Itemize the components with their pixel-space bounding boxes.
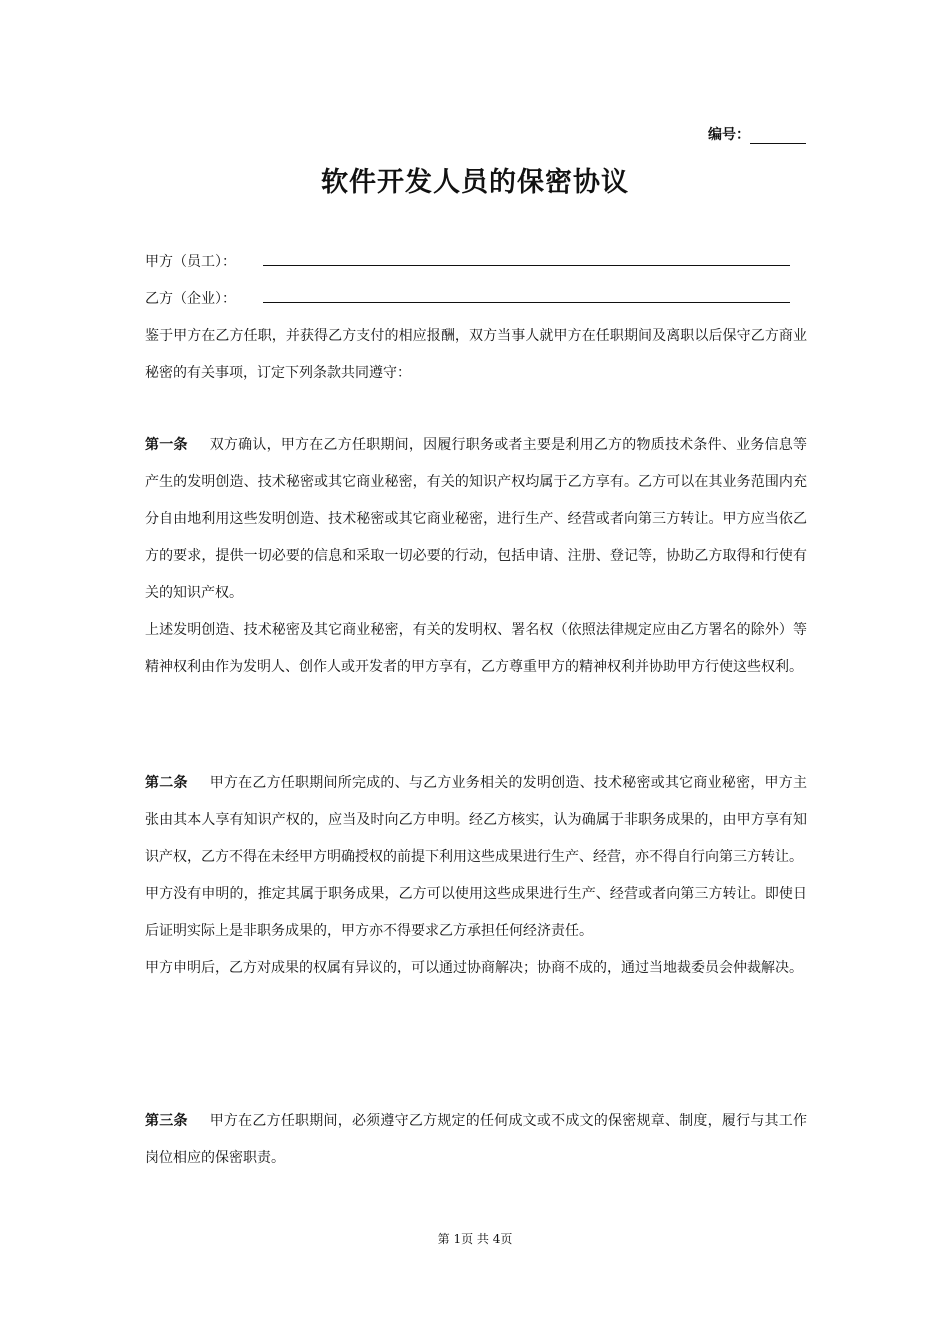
article-1-text-1: 双方确认，甲方在乙方任职期间，因履行职务或者主要是利用乙方的物质技术条件、业务信息等产生的发明创造、技术秘密或其它商业秘密，有关的知识产权均属于乙方享有。乙方可以在其业务范围内充分自由地利用这些发明创造、技术秘密或其它商业秘密，进行生产、经营或者向第三方转让。甲方应当依乙方的要求，提供一切必要的信息和采取一切必要的行动，包括申请、注册、登记等，协助乙方取得和行使有关的知识产权。: [145, 437, 808, 601]
article-3: [145, 1103, 807, 1177]
article-1-paragraph-2: 上述发明创造、技术秘密及其它商业秘密，有关的发明权、署名权（依照法律规定应由乙方署名的除外）等精神权利由作为发明人、创作人或开发者的甲方享有，乙方尊重甲方的精神权利并协助甲方行使这些权利。: [145, 622, 807, 675]
article-2: [145, 765, 807, 987]
article-3-paragraph-1: [145, 1103, 807, 1177]
article-1: [145, 427, 807, 686]
party-a-row: [145, 251, 236, 271]
party-a-label: 甲方（员工）：: [145, 254, 236, 270]
document-number-blank: [750, 129, 806, 144]
article-2-text-1: 甲方在乙方任职期间所完成的、与乙方业务相关的发明创造、技术秘密或其它商业秘密，甲方主张由其本人享有知识产权的，应当及时向乙方申明。经乙方核实，认为确属于非职务成果的，由甲方享有知识产权，乙方不得在未经甲方明确授权的前提下利用这些成果进行生产、经营，亦不得自行向第三方转让。: [145, 775, 808, 865]
article-2-label: 第二条: [145, 775, 188, 791]
party-b-row: [145, 288, 236, 308]
party-a-blank-line: [263, 265, 790, 266]
article-2-paragraph-1: [145, 765, 807, 876]
article-3-label: 第三条: [145, 1113, 188, 1129]
party-b-label: 乙方（企业）：: [145, 291, 236, 307]
document-number: [708, 124, 806, 144]
page-footer: 第 1页 共 4页: [437, 1232, 513, 1246]
intro-paragraph: 鉴于甲方在乙方任职，并获得乙方支付的相应报酬，双方当事人就甲方在任职期间及离职以后保守乙方商业秘密的有关事项，订定下列条款共同遵守：: [145, 328, 807, 381]
party-b-blank-line: [263, 302, 790, 303]
intro-section: [145, 318, 807, 392]
article-3-text-1: 甲方在乙方任职期间，必须遵守乙方规定的任何成文或不成文的保密规章、制度，履行与其工作岗位相应的保密职责。: [145, 1113, 808, 1166]
article-1-paragraph-1: [145, 427, 807, 612]
document-title: 软件开发人员的保密协议: [321, 167, 629, 198]
article-2-paragraph-3: 甲方申明后，乙方对成果的权属有异议的，可以通过协商解决；协商不成的，通过当地裁委员会仲裁解决。: [145, 960, 803, 976]
document-number-label: 编号：: [708, 127, 750, 143]
article-2-paragraph-2: 甲方没有申明的，推定其属于职务成果，乙方可以使用这些成果进行生产、经营或者向第三方转让。即使日后证明实际上是非职务成果的，甲方亦不得要求乙方承担任何经济责任。: [145, 886, 807, 939]
article-1-label: 第一条: [145, 437, 188, 453]
